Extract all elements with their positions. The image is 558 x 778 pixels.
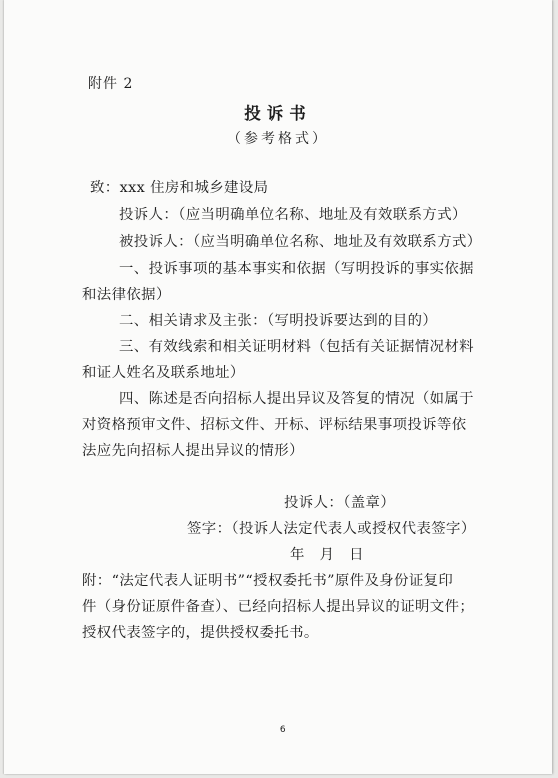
attachment-label: 附件 2 [88,76,134,92]
signature-line: 签字：（投诉人法定代表人或授权代表签字） [187,521,476,537]
document-subtitle: （参考格式） [227,131,329,147]
appendix-line-3: 授权代表签字的，提供授权委托书。 [82,625,319,641]
item-three-line-2: 和证人姓名及联系地址） [82,365,245,381]
document-title: 投诉书 [244,104,312,123]
appendix-line-1: 附：“法定代表人证明书”“授权委托书”原件及身份证复印 [82,573,454,589]
item-two-line: 二、相关请求及主张：（写明投诉要达到的目的） [119,313,438,329]
item-one-line-1: 一、投诉事项的基本事实和依据（写明投诉的事实依据 [119,261,474,277]
item-four-line-2: 对资格预审文件、招标文件、开标、评标结果事项投诉等依 [82,417,467,433]
appendix-line-2: 件（身份证原件备查）、已经向招标人提出异议的证明文件； [82,599,475,615]
complainant-line: 投诉人：（应当明确单位名称、地址及有效联系方式） [119,207,467,223]
addressee-line: 致：xxx 住房和城乡建设局 [90,180,269,196]
date-line: 年 月 日 [290,547,364,563]
item-one-line-2: 和法律依据） [82,287,171,303]
item-four-line-1: 四、陈述是否向招标人提出异议及答复的情况（如属于 [119,391,474,407]
respondent-line: 被投诉人：（应当明确单位名称、地址及有效联系方式） [119,234,482,250]
item-four-line-3: 法应先向招标人提出异议的情形） [82,443,304,459]
page-number: 6 [279,725,287,735]
seal-line: 投诉人：（盖章） [284,495,396,511]
item-three-line-1: 三、有效线索和相关证明材料（包括有关证据情况材料 [119,339,474,355]
